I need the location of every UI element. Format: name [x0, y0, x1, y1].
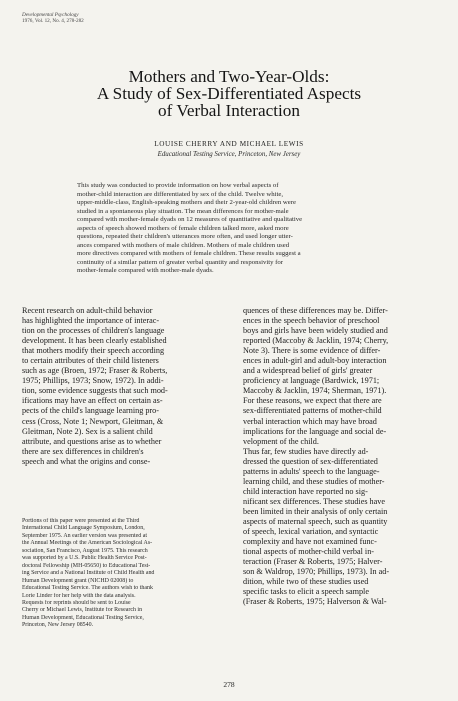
author-names: LOUISE CHERRY AND MICHAEL LEWIS [154, 140, 304, 148]
left-column-body [22, 306, 220, 467]
body-line: has highlighted the importance of interac- [22, 316, 160, 326]
body-line: 1975; Phillips, 1973; Snow, 1972). In addi- [22, 376, 164, 386]
body-line: there are sex differences in children's [22, 446, 144, 456]
footnote-line: Human Development grant (NICHD 02008) to [22, 577, 134, 584]
journal-header [22, 12, 84, 24]
body-line: Thus far, few studies have directly ad- [243, 446, 369, 456]
footnote-line: September 1975. An earlier version was presented at [22, 532, 147, 539]
journal-issue: 1976, Vol. 12, No. 4, 278-282 [22, 18, 84, 24]
title-line: A Study of Sex-Differentiated Aspects [96, 84, 362, 103]
body-line: attribute, and questions arise as to whether [22, 436, 162, 446]
body-line: (Fraser & Roberts, 1975; Halverson & Wal- [243, 597, 387, 607]
body-line: specific tasks to elicit a speech sample [243, 587, 369, 597]
body-line: tion, some evidence suggests that such mod- [22, 386, 168, 396]
body-line: verbal interaction which may have broad [243, 416, 377, 426]
body-line: velopment of the child. [243, 436, 319, 446]
body-line: tional aspects of mother-child verbal in- [243, 547, 375, 557]
abstract [77, 182, 382, 276]
body-line: quences of these differences may be. Differ- [243, 306, 388, 315]
body-line: Maccoby & Jacklin, 1974; Sherman, 1971). [243, 386, 387, 396]
footnote-line: Princeton, New Jersey 08540. [22, 622, 94, 629]
body-line: For these reasons, we expect that there are [243, 396, 382, 406]
body-line: Gleitman, Note 2). Sex is a salient child [22, 426, 153, 436]
body-line: ences in adult-girl and adult-boy interaction [243, 356, 387, 366]
body-line: son & Waldrop, 1970; Phillips, 1973). In ad- [243, 567, 390, 577]
body-line: dition, while two of these studies used [243, 577, 369, 587]
title-line: of Verbal Interaction [158, 101, 300, 120]
body-line: teraction (Fraser & Roberts, 1975; Halver- [243, 557, 383, 567]
body-line: ences in the speech behavior of preschool [243, 316, 380, 326]
body-line: sex-differentiated patterns of mother-child [243, 406, 382, 416]
body-line: patterns in adults' speech to the language- [243, 466, 380, 476]
footnote-line: ing Service and a National Institute of Child Health and [22, 570, 155, 577]
footnote-line: Educational Testing Service. The authors wish to thank [22, 585, 153, 592]
footnote-line: the Annual Meetings of the American Sociological As- [22, 540, 153, 547]
body-line: dressed the question of sex-differentiated [243, 456, 378, 466]
footnote-line: sociation, San Francisco, August 1975. This research [22, 547, 148, 554]
body-line: cess (Cross, Note 1; Newport, Gleitman, & [22, 416, 164, 426]
abstract-line: aspects of speech showed mothers of female children talked more, asked more [77, 224, 289, 232]
abstract-line: compared with mother-female dyads on 12 measures of quantitative and qualitative [77, 216, 303, 224]
body-line: boys and girls have been widely studied and [243, 326, 388, 336]
article-title [0, 68, 458, 119]
body-line: tion on the processes of children's language [22, 326, 165, 336]
footnote-line: doctoral Fellowship (MH-05650) to Educational Test- [22, 562, 151, 569]
body-line: Recent research on adult-child behavior [22, 306, 153, 315]
body-line: reported (Maccoby & Jacklin, 1974; Cherry, [243, 336, 389, 346]
footnote-line: Requests for reprints should be sent to Louise [22, 599, 131, 606]
abstract-line: This study was conducted to provide information on how verbal aspects of [77, 182, 279, 189]
abstract-line: upper-middle-class, English-speaking mothers and their 2-year-old children were [77, 199, 297, 207]
page-number: 278 [223, 680, 235, 689]
journal-name: Developmental Psychology [22, 12, 79, 18]
abstract-line: questions, repeated their children's utterances more often, and used longer utter- [77, 233, 293, 241]
footnote-line: Cherry or Michael Lewis, Institute for Research in [22, 607, 143, 614]
body-line: ifications may have an effect on certain as- [22, 396, 163, 406]
abstract-line: studied in a spontaneous play situation. The mean differences for mother-male [77, 207, 289, 215]
body-line: been limited in their analysis of only certain [243, 506, 388, 516]
footnote-line: International Child Language Symposium, London, [22, 525, 145, 532]
body-line: Note 3). There is some evidence of differ- [243, 346, 381, 356]
body-line: nificant sex differences. These studies have [243, 496, 386, 506]
body-line: speech and what the origins and conse- [22, 456, 151, 466]
footnote-line: Portions of this paper were presented at the Third [22, 518, 140, 524]
body-line: complexity and have not examined func- [243, 537, 377, 547]
author-affiliation: Educational Testing Service, Princeton, New Jersey [157, 151, 301, 158]
title-line: Mothers and Two-Year-Olds: [128, 67, 330, 86]
abstract-line: ances compared with mothers of male children. Mothers of male children used [77, 241, 290, 249]
body-line: such as age (Broen, 1972; Fraser & Roberts, [22, 366, 168, 376]
footnote-line: was supported by a U.S. Public Health Service Post- [22, 555, 147, 562]
body-line: to certain attributes of their child listeners [22, 356, 159, 366]
footnote-line: Lorie Linder for her help with the data analysis. [22, 592, 136, 599]
abstract-line: more directives compared with mothers of female children. These results suggest a [77, 250, 301, 258]
body-line: and a widespread belief of girls' greater [243, 366, 373, 376]
right-column-body [243, 306, 441, 607]
footnote [22, 518, 220, 630]
abstract-line: mother-child interaction are differentiated by sex of the child. Twelve white, [77, 190, 284, 198]
body-line: development. It has been clearly established [22, 336, 167, 346]
body-line: implications for the language and social de- [243, 426, 387, 436]
body-line: of speech, lexical variation, and syntactic [243, 527, 379, 537]
abstract-line: continuity of a similar pattern of greater verbal quantity and responsivity for [77, 258, 284, 266]
body-line: learning child, and these studies of mother- [243, 476, 385, 486]
body-line: child interaction have reported no sig- [243, 486, 368, 496]
footnote-line: Human Development, Educational Testing Service, [22, 614, 144, 621]
body-line: that mothers modify their speech according [22, 346, 165, 356]
body-line: proficiency at language (Bardwick, 1971; [243, 376, 380, 386]
body-line: pects of the child's language learning pro- [22, 406, 159, 416]
abstract-line: mother-female compared with mother-male dyads. [77, 267, 214, 275]
body-line: aspects of maternal speech, such as quantity [243, 516, 388, 526]
